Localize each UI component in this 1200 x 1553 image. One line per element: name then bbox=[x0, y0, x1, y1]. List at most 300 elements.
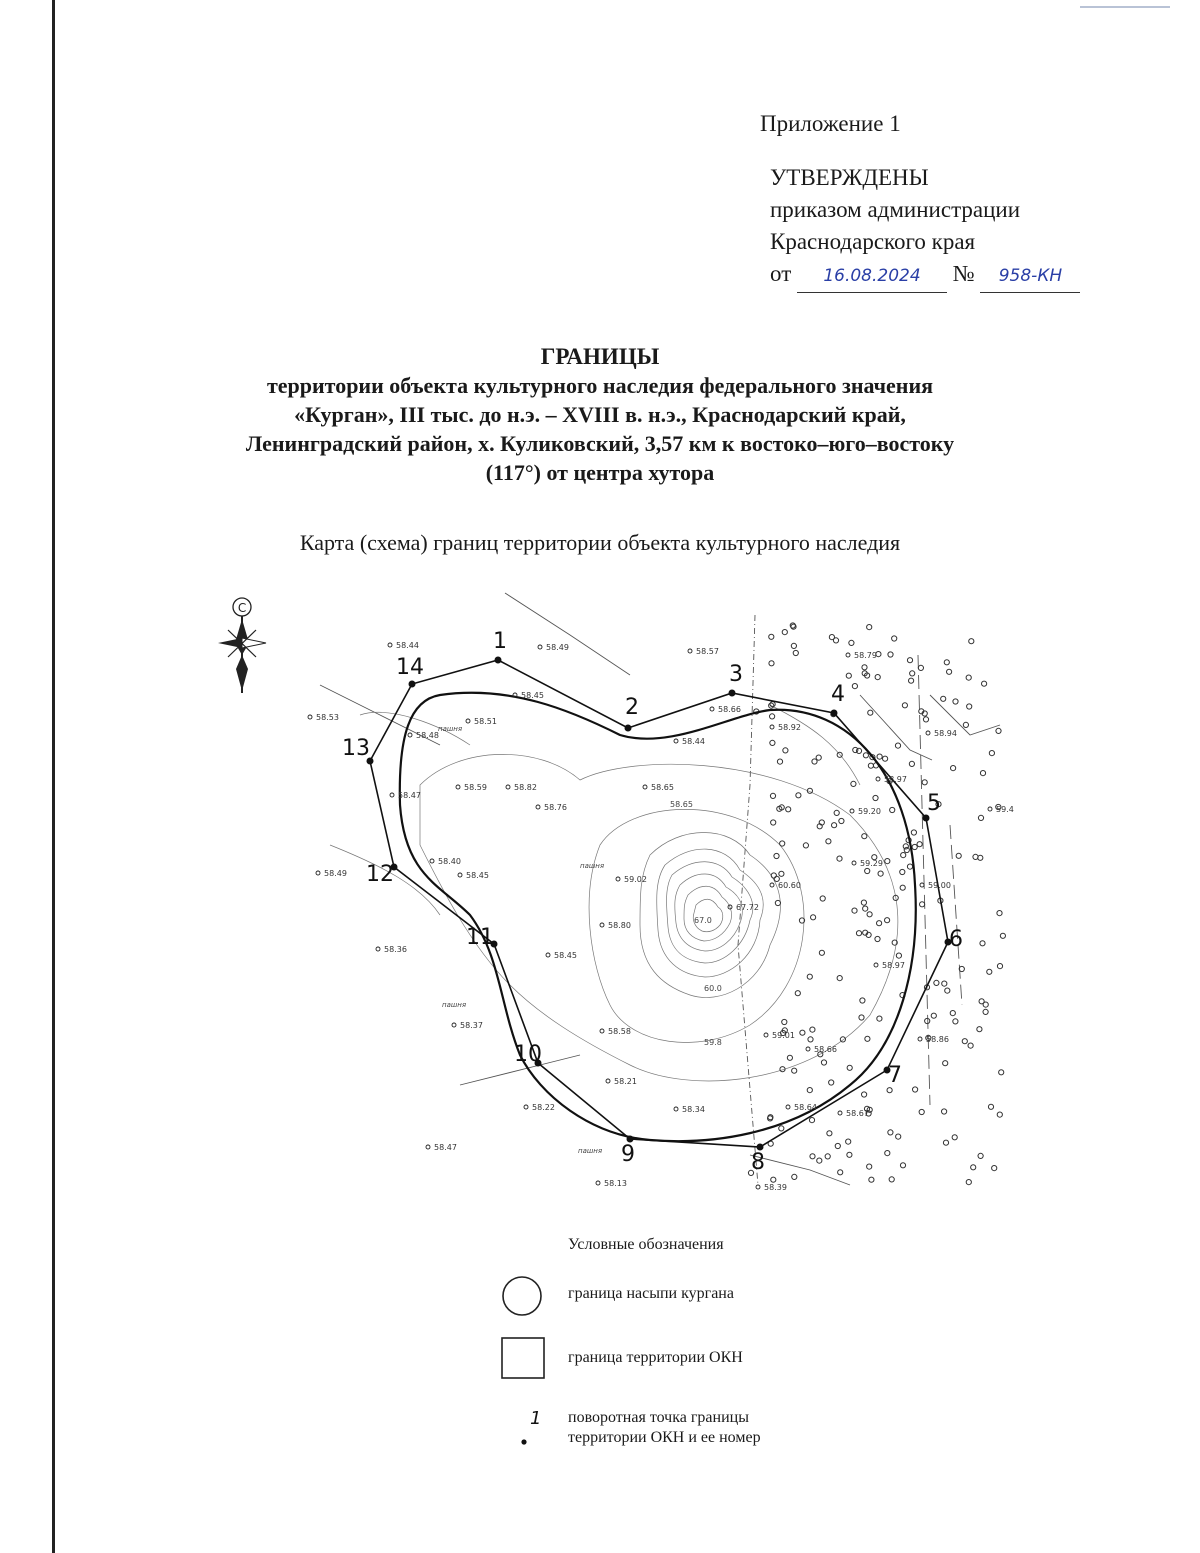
elevation-label: 58.44 bbox=[682, 737, 705, 746]
vegetation-dot bbox=[840, 1037, 845, 1042]
elevation-point bbox=[926, 731, 930, 735]
vegetation-dot bbox=[883, 756, 888, 761]
elevation-point bbox=[850, 809, 854, 813]
vegetation-dot bbox=[997, 1112, 1002, 1117]
vegetation-dot bbox=[861, 900, 866, 905]
vegetation-dot bbox=[910, 671, 915, 676]
approval-block bbox=[760, 108, 1080, 293]
vegetation-dot bbox=[771, 873, 776, 878]
approved-by-line2: Краснодарского края bbox=[770, 229, 976, 254]
vegetation-dot bbox=[904, 847, 909, 852]
turning-point-marker bbox=[831, 710, 838, 717]
vegetation-dot bbox=[868, 763, 873, 768]
vegetation-dot bbox=[997, 964, 1002, 969]
vegetation-dot bbox=[896, 1134, 901, 1139]
vegetation-dot bbox=[989, 751, 994, 756]
number-prefix: № bbox=[952, 261, 975, 286]
vegetation-dot bbox=[923, 717, 928, 722]
vegetation-dot bbox=[885, 859, 890, 864]
vegetation-dot bbox=[779, 871, 784, 876]
vegetation-dot bbox=[852, 684, 857, 689]
north-label: С bbox=[237, 601, 247, 615]
vegetation-dot bbox=[978, 1153, 983, 1158]
elevation-label: 59.20 bbox=[858, 807, 881, 816]
vegetation-dot bbox=[826, 839, 831, 844]
vegetation-dot bbox=[911, 830, 916, 835]
elevation-point bbox=[596, 1181, 600, 1185]
elevation-label: 58.34 bbox=[682, 1105, 705, 1114]
vegetation-dot bbox=[980, 771, 985, 776]
elevation-point bbox=[756, 1185, 760, 1189]
turning-point-symbol-icon bbox=[500, 1404, 550, 1454]
north-arrow bbox=[218, 598, 266, 693]
vegetation-dot bbox=[942, 981, 947, 986]
vegetation-dot bbox=[787, 1055, 792, 1060]
vegetation-dot bbox=[770, 714, 775, 719]
vegetation-dot bbox=[895, 743, 900, 748]
elevation-label: 67.72 bbox=[736, 903, 759, 912]
elevation-label: 58.44 bbox=[396, 641, 419, 650]
elevation-point bbox=[770, 725, 774, 729]
elevation-point bbox=[538, 645, 542, 649]
vegetation-dot bbox=[849, 640, 854, 645]
vegetation-dot bbox=[877, 754, 882, 759]
document-title bbox=[100, 342, 1100, 487]
elevation-label: 59.4 bbox=[996, 805, 1014, 814]
elevation-label: 58.82 bbox=[514, 783, 537, 792]
elevation-label: 58.51 bbox=[474, 717, 497, 726]
vegetation-dot bbox=[925, 1018, 930, 1023]
elevation-point bbox=[806, 1047, 810, 1051]
elevation-point bbox=[430, 859, 434, 863]
elevation-label: 60.60 bbox=[778, 881, 801, 890]
vegetation-dot bbox=[919, 1109, 924, 1114]
vegetation-dot bbox=[909, 761, 914, 766]
vegetation-dot bbox=[934, 980, 939, 985]
vegetation-dot bbox=[783, 748, 788, 753]
area-label: пашня bbox=[580, 862, 605, 870]
map-caption: Карта (схема) границ территории объекта культурного наследия bbox=[299, 530, 901, 555]
vegetation-dot bbox=[877, 1016, 882, 1021]
legend-item-point bbox=[500, 1404, 920, 1454]
elevation-label: 58.13 bbox=[604, 1179, 627, 1188]
vegetation-dot bbox=[863, 753, 868, 758]
vegetation-dot bbox=[771, 1177, 776, 1182]
vegetation-dot bbox=[917, 842, 922, 847]
elevation-point bbox=[846, 653, 850, 657]
vegetation-dot bbox=[777, 759, 782, 764]
elevation-point bbox=[643, 785, 647, 789]
elevation-label: 58.22 bbox=[532, 1103, 555, 1112]
vegetation-dot bbox=[856, 748, 861, 753]
vegetation-dot bbox=[888, 1130, 893, 1135]
vegetation-dot bbox=[769, 661, 774, 666]
vegetation-dot bbox=[774, 853, 779, 858]
date-number-row bbox=[770, 258, 1080, 293]
elevation-point bbox=[606, 1079, 610, 1083]
elevation-label: 59.29 bbox=[860, 859, 883, 868]
handwritten-number: 958-КН bbox=[998, 266, 1063, 286]
vegetation-dot bbox=[780, 841, 785, 846]
vegetation-dot bbox=[810, 1154, 815, 1159]
vegetation-dot bbox=[992, 1166, 997, 1171]
elevation-point bbox=[408, 733, 412, 737]
vegetation-dot bbox=[944, 660, 949, 665]
vegetation-dot bbox=[865, 868, 870, 873]
vegetation-dot bbox=[782, 1019, 787, 1024]
circle-symbol-icon bbox=[500, 1274, 544, 1318]
legend-item-territory bbox=[500, 1336, 920, 1380]
vegetation-dot bbox=[827, 1131, 832, 1136]
vegetation-dot bbox=[912, 844, 917, 849]
mound-boundary bbox=[400, 693, 916, 1141]
turning-point-label: 5 bbox=[927, 791, 941, 816]
vegetation-dot bbox=[812, 759, 817, 764]
vegetation-dot bbox=[885, 918, 890, 923]
turning-point-label: 6 bbox=[949, 927, 963, 952]
vegetation-dot bbox=[901, 853, 906, 858]
elevation-label: 58.79 bbox=[854, 651, 877, 660]
vegetation-dot bbox=[878, 871, 883, 876]
contour-label: 67.0 bbox=[694, 916, 712, 925]
vegetation-dot bbox=[890, 807, 895, 812]
vegetation-dot bbox=[869, 1177, 874, 1182]
boundary-map bbox=[210, 585, 1030, 1205]
vegetation-dot bbox=[982, 681, 987, 686]
elevation-point bbox=[536, 805, 540, 809]
vegetation-dot bbox=[862, 665, 867, 670]
vegetation-dot bbox=[896, 953, 901, 958]
vegetation-dot bbox=[920, 902, 925, 907]
title-line-2: «Курган», III тыс. до н.э. – XVIII в. н.э., Краснодарский край, bbox=[294, 402, 906, 427]
elevation-point bbox=[316, 871, 320, 875]
vegetation-dot bbox=[902, 703, 907, 708]
elevation-point bbox=[506, 785, 510, 789]
legend-point-text-2: территории ОКН и ее номер bbox=[568, 1429, 761, 1446]
vegetation-dot bbox=[862, 834, 867, 839]
vegetation-dot bbox=[834, 810, 839, 815]
turning-point-marker bbox=[495, 657, 502, 664]
vegetation-dot bbox=[903, 844, 908, 849]
elevation-point bbox=[674, 739, 678, 743]
vegetation-dot bbox=[889, 1177, 894, 1182]
vegetation-dot bbox=[953, 699, 958, 704]
vegetation-dot bbox=[978, 855, 983, 860]
vegetation-dots bbox=[748, 623, 1005, 1185]
vegetation-dot bbox=[808, 1037, 813, 1042]
vegetation-dot bbox=[931, 1013, 936, 1018]
vegetation-dot bbox=[816, 755, 821, 760]
elevation-point bbox=[388, 643, 392, 647]
elevation-point bbox=[920, 883, 924, 887]
elevation-marks bbox=[308, 641, 1014, 1192]
contour-lines bbox=[330, 705, 898, 1081]
vegetation-dot bbox=[868, 710, 873, 715]
elevation-point bbox=[456, 785, 460, 789]
vegetation-dot bbox=[1000, 933, 1005, 938]
vegetation-dot bbox=[863, 906, 868, 911]
vegetation-dot bbox=[838, 1170, 843, 1175]
approved-by-line1: приказом администрации bbox=[770, 197, 1021, 222]
elevation-point bbox=[458, 873, 462, 877]
vegetation-dot bbox=[952, 1135, 957, 1140]
vegetation-dot bbox=[791, 643, 796, 648]
vegetation-dot bbox=[873, 795, 878, 800]
legend-mound-text: граница насыпи кургана bbox=[568, 1285, 734, 1302]
vegetation-dot bbox=[839, 818, 844, 823]
vegetation-dot bbox=[817, 1158, 822, 1163]
elevation-point bbox=[688, 649, 692, 653]
vegetation-dot bbox=[796, 793, 801, 798]
vegetation-dot bbox=[852, 908, 857, 913]
elevation-point bbox=[988, 807, 992, 811]
vegetation-dot bbox=[918, 665, 923, 670]
vegetation-dot bbox=[963, 722, 968, 727]
vegetation-dot bbox=[851, 781, 856, 786]
elevation-point bbox=[874, 963, 878, 967]
turning-point-label: 10 bbox=[514, 1042, 542, 1067]
vegetation-dot bbox=[862, 1092, 867, 1097]
elevation-point bbox=[452, 1023, 456, 1027]
legend-title: Условные обозначения bbox=[568, 1236, 724, 1253]
vegetation-dot bbox=[875, 675, 880, 680]
handwritten-date: 16.08.2024 bbox=[823, 266, 921, 286]
vegetation-dot bbox=[807, 1088, 812, 1093]
vegetation-dot bbox=[846, 673, 851, 678]
vegetation-dot bbox=[829, 1080, 834, 1085]
turning-point-label: 2 bbox=[625, 695, 639, 720]
elevation-label: 58.64 bbox=[794, 1103, 817, 1112]
vegetation-dot bbox=[810, 1027, 815, 1032]
elevation-label: 58.47 bbox=[434, 1143, 457, 1152]
vegetation-dot bbox=[853, 747, 858, 752]
vegetation-dot bbox=[809, 1118, 814, 1123]
vegetation-dot bbox=[999, 1070, 1004, 1075]
turning-point-label: 3 bbox=[729, 662, 743, 687]
vegetation-dot bbox=[835, 1143, 840, 1148]
vegetation-dot bbox=[770, 740, 775, 745]
vegetation-dot bbox=[877, 921, 882, 926]
scan-artifact bbox=[1080, 6, 1170, 8]
vegetation-dot bbox=[811, 915, 816, 920]
turning-point-label: 14 bbox=[396, 655, 424, 680]
turning-point-label: 7 bbox=[888, 1063, 902, 1088]
elevation-point bbox=[852, 861, 856, 865]
elevation-label: 58.45 bbox=[554, 951, 577, 960]
vegetation-dot bbox=[847, 1065, 852, 1070]
date-prefix: от bbox=[770, 261, 792, 286]
vegetation-dot bbox=[900, 1163, 905, 1168]
vegetation-dot bbox=[966, 675, 971, 680]
contour-label: 59.8 bbox=[704, 1038, 722, 1047]
area-label: пашня bbox=[578, 1147, 603, 1155]
elevation-label: 58.97 bbox=[884, 775, 907, 784]
vegetation-dot bbox=[951, 766, 956, 771]
elevation-point bbox=[546, 953, 550, 957]
elevation-point bbox=[600, 1029, 604, 1033]
vegetation-dot bbox=[825, 1154, 830, 1159]
vegetation-dot bbox=[820, 896, 825, 901]
vegetation-dot bbox=[980, 941, 985, 946]
elevation-point bbox=[390, 793, 394, 797]
title-line-4: (117°) от центра хутора bbox=[485, 460, 715, 485]
legend-point-example: 1 bbox=[530, 1408, 542, 1429]
turning-point-label: 1 bbox=[493, 629, 507, 654]
contour-label: 58.65 bbox=[670, 800, 693, 809]
elevation-label: 58.57 bbox=[696, 647, 719, 656]
vegetation-dot bbox=[837, 856, 842, 861]
vegetation-dot bbox=[846, 1139, 851, 1144]
turning-point-label: 4 bbox=[831, 682, 845, 707]
vegetation-dot bbox=[888, 652, 893, 657]
vegetation-dot bbox=[792, 1068, 797, 1073]
elevation-label: 59.02 bbox=[624, 875, 647, 884]
vegetation-dot bbox=[865, 1036, 870, 1041]
turning-point-marker bbox=[729, 690, 736, 697]
legend-territory-text: граница территории ОКН bbox=[568, 1349, 743, 1366]
vegetation-dot bbox=[832, 823, 837, 828]
turning-points bbox=[342, 629, 963, 1175]
elevation-label: 58.37 bbox=[460, 1021, 483, 1030]
vegetation-dot bbox=[996, 728, 1001, 733]
vegetation-dot bbox=[943, 1061, 948, 1066]
elevation-label: 58.49 bbox=[546, 643, 569, 652]
turning-point-label: 9 bbox=[621, 1142, 635, 1167]
elevation-label: 58.66 bbox=[718, 705, 741, 714]
vegetation-dot bbox=[950, 1011, 955, 1016]
elevation-point bbox=[376, 947, 380, 951]
vegetation-dot bbox=[779, 1126, 784, 1131]
elevation-point bbox=[710, 707, 714, 711]
vegetation-dot bbox=[867, 912, 872, 917]
vegetation-dot bbox=[837, 976, 842, 981]
vegetation-dot bbox=[979, 999, 984, 1004]
vegetation-dot bbox=[977, 1027, 982, 1032]
vegetation-dot bbox=[978, 815, 983, 820]
elevation-point bbox=[426, 1145, 430, 1149]
elevation-point bbox=[600, 923, 604, 927]
vegetation-dot bbox=[973, 854, 978, 859]
vegetation-dot bbox=[900, 869, 905, 874]
vegetation-dot bbox=[807, 974, 812, 979]
vegetation-dot bbox=[967, 704, 972, 709]
vegetation-dot bbox=[971, 1165, 976, 1170]
elevation-label: 59.00 bbox=[928, 881, 951, 890]
vegetation-dot bbox=[900, 885, 905, 890]
vegetation-dot bbox=[956, 853, 961, 858]
elevation-label: 59.01 bbox=[772, 1031, 795, 1040]
elevation-point bbox=[308, 715, 312, 719]
vegetation-dot bbox=[953, 1019, 958, 1024]
legend-point-text-1: поворотная точка границы bbox=[568, 1409, 749, 1426]
vegetation-dot bbox=[867, 625, 872, 630]
vegetation-dot bbox=[833, 638, 838, 643]
vegetation-dot bbox=[875, 936, 880, 941]
elevation-label: 58.49 bbox=[324, 869, 347, 878]
elevation-point bbox=[764, 1033, 768, 1037]
turning-point-label: 13 bbox=[342, 736, 370, 761]
vegetation-dot bbox=[803, 843, 808, 848]
vegetation-dot bbox=[819, 950, 824, 955]
elevation-label: 58.86 bbox=[926, 1035, 949, 1044]
vegetation-dot bbox=[947, 669, 952, 674]
vegetation-dot bbox=[887, 1088, 892, 1093]
elevation-label: 58.45 bbox=[521, 691, 544, 700]
page-left-edge bbox=[52, 0, 55, 1553]
elevation-label: 58.80 bbox=[608, 921, 631, 930]
vegetation-dot bbox=[770, 793, 775, 798]
vegetation-dot bbox=[859, 1015, 864, 1020]
vegetation-dot bbox=[907, 864, 912, 869]
elevation-point bbox=[918, 1037, 922, 1041]
vegetation-dot bbox=[968, 1043, 973, 1048]
vegetation-dot bbox=[769, 634, 774, 639]
legend-item-mound bbox=[500, 1274, 920, 1318]
vegetation-dot bbox=[847, 1152, 852, 1157]
elevation-label: 58.40 bbox=[438, 857, 461, 866]
vegetation-dot bbox=[941, 696, 946, 701]
vegetation-dot bbox=[821, 1060, 826, 1065]
elevation-label: 58.59 bbox=[464, 783, 487, 792]
turning-point-label: 8 bbox=[751, 1150, 765, 1175]
title-heading: ГРАНИЦЫ bbox=[540, 344, 660, 369]
elevation-label: 58.47 bbox=[398, 791, 421, 800]
vegetation-dot bbox=[867, 1164, 872, 1169]
vegetation-dot bbox=[997, 911, 1002, 916]
elevation-label: 58.76 bbox=[544, 803, 567, 812]
elevation-label: 58.66 bbox=[814, 1045, 837, 1054]
elevation-label: 58.53 bbox=[316, 713, 339, 722]
area-label: пашня bbox=[442, 1001, 467, 1009]
elevation-label: 58.94 bbox=[934, 729, 957, 738]
vegetation-dot bbox=[945, 988, 950, 993]
elevation-label: 58.39 bbox=[764, 1183, 787, 1192]
elevation-point bbox=[838, 1111, 842, 1115]
elevation-label: 58.65 bbox=[651, 783, 674, 792]
elevation-label: 58.58 bbox=[608, 1027, 631, 1036]
vegetation-dot bbox=[966, 1180, 971, 1185]
turning-point-marker bbox=[625, 725, 632, 732]
contour-label: 60.0 bbox=[704, 984, 722, 993]
vegetation-dot bbox=[800, 1030, 805, 1035]
elevation-point bbox=[674, 1107, 678, 1111]
vegetation-dot bbox=[795, 991, 800, 996]
vegetation-dot bbox=[987, 969, 992, 974]
vegetation-dot bbox=[885, 1151, 890, 1156]
vegetation-dot bbox=[983, 1009, 988, 1014]
title-line-1: территории объекта культурного наследия федерального значения bbox=[266, 373, 934, 398]
vegetation-dot bbox=[969, 639, 974, 644]
square-symbol-icon bbox=[500, 1336, 546, 1382]
vegetation-dot bbox=[943, 1140, 948, 1145]
turning-point-marker bbox=[409, 681, 416, 688]
vegetation-dot bbox=[942, 1109, 947, 1114]
elevation-label: 58.45 bbox=[466, 871, 489, 880]
vegetation-dot bbox=[792, 1174, 797, 1179]
vegetation-dot bbox=[771, 820, 776, 825]
vegetation-dot bbox=[860, 998, 865, 1003]
vegetation-dot bbox=[856, 931, 861, 936]
elevation-point bbox=[770, 883, 774, 887]
elevation-point bbox=[616, 877, 620, 881]
vegetation-dot bbox=[775, 900, 780, 905]
approved-label: УТВЕРЖДЕНЫ bbox=[770, 165, 929, 190]
appendix-label: Приложение 1 bbox=[760, 111, 901, 136]
vegetation-dot bbox=[962, 1039, 967, 1044]
vegetation-dot bbox=[793, 650, 798, 655]
elevation-label: 58.67 bbox=[846, 1109, 869, 1118]
title-line-3: Ленинградский район, х. Куликовский, 3,57 км к востоко–юго–востоку bbox=[245, 431, 955, 456]
